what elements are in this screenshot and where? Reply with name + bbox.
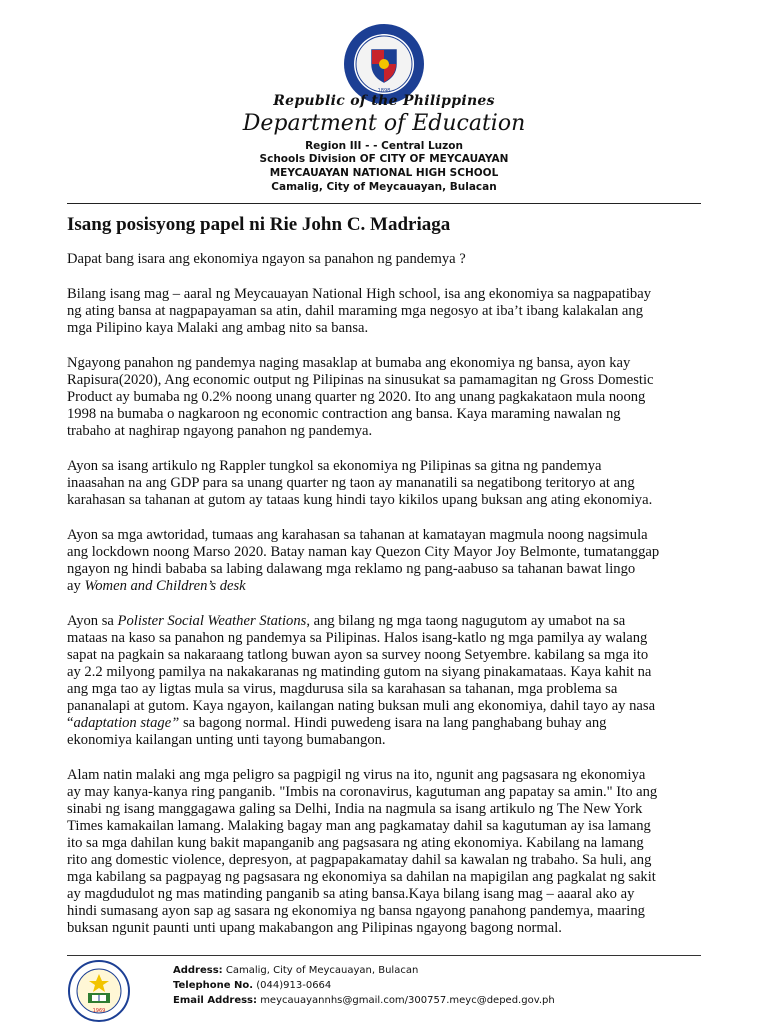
text-line: Rapisura(2020), Ang economic output ng Pilipinas na sinusukat sa pamamagitan ng Gross Domestic	[67, 372, 654, 388]
paragraph-1	[67, 286, 701, 337]
text-line: Ayon sa mga awtoridad, tumaas ang karahasan sa tahanan at kamatayan magmula noong nagsimula	[67, 527, 648, 543]
text-line: ito sa mga dahilan kung bakit mapanganib ang pagsasara ng ating ekonomiya. Kabilang na lamang	[67, 835, 644, 851]
text-line: Product ay bumaba ng 0.2% noong unang quarter ng 2020. Ito ang unang pagkakataon mula noong	[67, 389, 646, 405]
text-line: karahasan sa tahanan at gutom ay tataas kung hindi tayo kikilos upang buksan ang ating ekonomiya.	[67, 492, 653, 508]
text-line: ay magdudulot ng mas matinding panganib sa ating bansa.Kaya bilang isang mag – aaaral ako ay	[67, 886, 635, 902]
text-line: Bilang isang mag – aaral ng Meycauayan National High school, isa ang ekonomiya sa nagpapatibay	[67, 286, 651, 302]
text-line: ang lockdown noong Marso 2020. Batay naman kay Quezon City Mayor Joy Belmonte, tumatanggap	[67, 544, 660, 560]
text-line: inaasahan na ang GDP para sa unang quarter ng taon ay mananatili sa negatibong teritoryo at ang	[67, 475, 635, 491]
telephone-value: (044)913-0664	[253, 980, 332, 991]
text-line: trabaho at naghirap ngayong panahon ng pandemya.	[67, 423, 373, 439]
text-line: mga Pilipino kaya Malaki ang ambag nito sa bansa.	[67, 320, 369, 336]
address-value: Camalig, City of Meycauayan, Bulacan	[222, 965, 419, 976]
telephone-row	[173, 978, 555, 993]
paragraph-6	[67, 767, 701, 937]
italic-text: Polister Social Weather Stations	[117, 613, 307, 629]
text-line: ng ating bansa at nagpapayaman sa atin, dahil maraming mga negosyo at iba’t ibang kalakalan ang	[67, 303, 643, 319]
republic-heading: Republic of the Philippines	[273, 93, 495, 109]
school-seal-logo	[68, 960, 130, 1022]
italic-text: Women and Children’s desk	[84, 578, 246, 594]
svg-text:1969: 1969	[92, 1008, 106, 1014]
email-label: Email Address:	[173, 995, 258, 1006]
text-line: ekonomiya kailangan unting unti tayong bumabangon.	[67, 732, 386, 748]
text-line: rito ang domestic violence, depresyon, at pagpapakamatay dahil sa kawalan ng trabaho. Sa huli, ang	[67, 852, 652, 868]
text-line: Alam natin malaki ang mga peligro sa pagpigil ng virus na ito, ngunit ang pagsasara ng ekonomiya	[67, 767, 646, 783]
document-body	[67, 251, 701, 955]
paragraph-5	[67, 613, 701, 749]
text-run: ay	[67, 578, 85, 594]
paragraph-3	[67, 458, 701, 509]
text-line	[67, 715, 701, 732]
text-line: hindi sumasang ayon sap ag sasara ng ekonomiya ng bansa ngayong panahong pandemya, maaring	[67, 903, 645, 919]
location-line: Camalig, City of Meycauayan, Bulacan	[271, 181, 497, 193]
text-line: ay 2.2 milyong pamilya na nakakaranas ng matinding gutom na siyang pinakamataas. Kaya kahit na	[67, 664, 652, 680]
text-line: Times kamakailan lamang. Malaking bagay man ang pagkamatay dahil sa kagutuman ay isa lamang	[67, 818, 651, 834]
text-run: sa bagong normal. Hindi puwedeng isara na lang panghabang buhay ang	[179, 715, 607, 731]
text-line: Ayon sa isang artikulo ng Rappler tungkol sa ekonomiya ng Pilipinas sa gitna ng pandemya	[67, 458, 602, 474]
region-line: Region III - - Central Luzon	[305, 140, 463, 152]
text-line: sapat na pagkain sa nakaraang tatlong buwan ayon sa survey noong Setyembre. kabilang sa mga ito	[67, 647, 649, 663]
text-run: “	[67, 715, 74, 731]
address-label: Address:	[173, 965, 223, 976]
paragraph-4	[67, 527, 701, 595]
text-line: sinabi ng isang manggagawa galing sa Delhi, India na nagmula sa isang artikulo ng The New York	[67, 801, 643, 817]
text-run: , ang bilang ng mga taong nagugutom ay umabot na sa	[306, 613, 626, 629]
division-line: Schools Division OF CITY OF MEYCAUAYAN	[259, 153, 509, 165]
footer-divider	[67, 955, 701, 956]
text-line: ay may kanya-kanya ring panganib. "Imbis na coronavirus, kagutuman ang papatay sa amin." Ito ang	[67, 784, 658, 800]
paragraph-2	[67, 355, 701, 440]
svg-text:1898: 1898	[377, 88, 391, 94]
document-title: Isang posisyong papel ni Rie John C. Madriaga	[67, 214, 451, 235]
footer-contact	[173, 963, 555, 1008]
text-line: ngayon ng hindi bababa sa labing dalawang mga reklamo ng pang-aabuso sa tahanan bawat lingo	[67, 561, 636, 577]
text-line: Ngayong panahon ng pandemya naging masaklap at bumaba ang ekonomiya ng bansa, ayon kay	[67, 355, 631, 371]
question-paragraph	[67, 251, 701, 268]
address-row	[173, 963, 555, 978]
text-line: 1998 na bumaba o nagkaroon ng economic contraction ang bansa. Kaya maraming nawalan ng	[67, 406, 621, 422]
text-line: mataas na kaso sa panahon ng pandemya sa Pilipinas. Halos isang-katlo ng mga pamilya ay walang	[67, 630, 648, 646]
text-line: Dapat bang isara ang ekonomiya ngayon sa panahon ng pandemya ?	[67, 251, 466, 267]
text-line: buksan ngunit paunti unti upang makabangon ang Pilipinas ngayong bagong normal.	[67, 920, 562, 936]
department-heading: Department of Education	[242, 111, 526, 136]
email-value: meycauayannhs@gmail.com/300757.meyc@deped.gov.ph	[257, 995, 555, 1006]
text-run: Ayon sa	[67, 613, 118, 629]
header-divider	[67, 203, 701, 204]
italic-text: adaptation stage”	[73, 715, 180, 731]
text-line: pananalapi at gutom. Kaya ngayon, kailangan nating buksan muli ang ekonomiya, dahil tayo ay nasa	[67, 698, 656, 714]
text-line	[67, 578, 701, 595]
telephone-label: Telephone No.	[173, 980, 254, 991]
email-row	[173, 993, 555, 1008]
text-line: ang mga tao ay ligtas mula sa virus, magdurusa sila sa karahasan sa tahanan, mga problema sa	[67, 681, 618, 697]
school-line: MEYCAUAYAN NATIONAL HIGH SCHOOL	[269, 167, 499, 179]
text-line	[67, 613, 701, 630]
text-line: mga kabilang sa pagpayag ng pagsasara ng ekonomiya sa dahilan na mapigilan ang pagkalat ng sakit	[67, 869, 656, 885]
